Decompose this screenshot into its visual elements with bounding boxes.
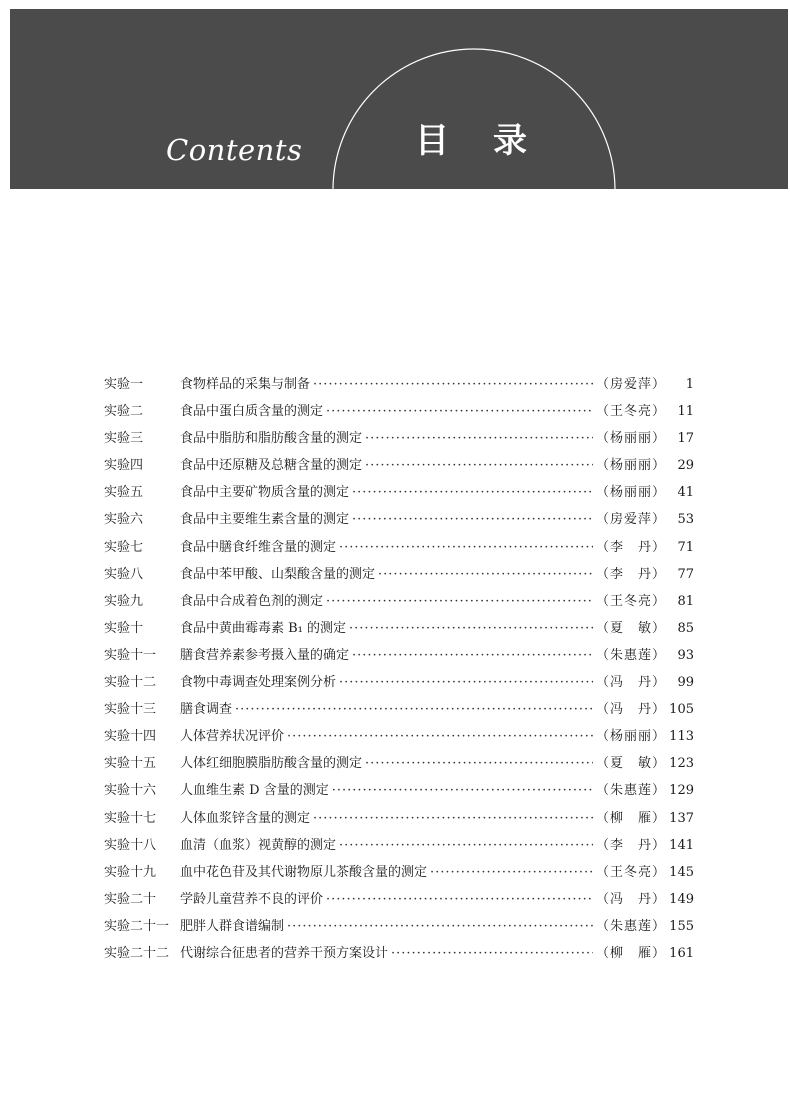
toc-entry-number: 实验十一 (104, 647, 157, 663)
toc-entry-title: 食品中苯甲酸、山梨酸含量的测定 (180, 566, 376, 582)
toc-entry-author: （王冬亮） (595, 404, 666, 420)
toc-entry[interactable] (104, 617, 694, 644)
toc-entry-title: 学龄儿童营养不良的评价 (180, 891, 324, 907)
toc-entry-title: 食品中合成着色剂的测定 (180, 593, 324, 609)
toc-entry[interactable] (104, 373, 694, 400)
toc-entry-author: （李 丹） (595, 566, 666, 582)
toc-entry-number: 实验四 (104, 458, 144, 474)
toc-leader-dots (313, 811, 593, 826)
toc-entry[interactable] (104, 807, 694, 834)
toc-entry-number: 实验十七 (104, 810, 157, 826)
toc-entry-page: 137 (669, 810, 694, 826)
toc-leader-dots (352, 512, 593, 527)
toc-entry-author: （王冬亮） (595, 864, 666, 880)
toc-entry-number: 实验二十二 (104, 945, 170, 961)
toc-entry[interactable] (104, 779, 694, 806)
toc-entry-author: （杨丽丽） (595, 431, 666, 447)
toc-entry-page: 41 (677, 485, 694, 501)
toc-entry-title: 人体血浆锌含量的测定 (180, 810, 311, 826)
toc-entry-page: 71 (677, 539, 694, 555)
toc-leader-dots (378, 567, 593, 582)
toc-entry-number: 实验三 (104, 431, 144, 447)
toc-entry[interactable] (104, 644, 694, 671)
toc-entry-author: （柳 雁） (595, 945, 666, 961)
toc-entry-number: 实验十五 (104, 756, 157, 772)
toc-entry-author: （李 丹） (595, 539, 666, 555)
toc-entry-title: 食品中主要矿物质含量的测定 (180, 485, 350, 501)
toc-entry-page: 129 (669, 783, 694, 799)
toc-entry-number: 实验二 (104, 404, 144, 420)
toc-entry-author: （朱惠莲） (595, 918, 666, 934)
toc-entry[interactable] (104, 752, 694, 779)
contents-title-en: Contents (166, 133, 303, 167)
decorative-arc (10, 9, 788, 189)
toc-entry-title: 食品中主要维生素含量的测定 (180, 512, 350, 528)
toc-entry-title: 人血维生素 D 含量的测定 (180, 783, 329, 799)
header-banner (10, 9, 788, 189)
toc-entry-page: 113 (669, 729, 694, 745)
toc-entry-author: （王冬亮） (595, 593, 666, 609)
toc-entry-number: 实验五 (104, 485, 144, 501)
toc-entry-page: 29 (677, 458, 694, 474)
toc-entry-title: 食品中黄曲霉毒素 B₁ 的测定 (180, 620, 347, 636)
toc-entry-title: 血清（血浆）视黄醇的测定 (180, 837, 337, 853)
toc-entry-title: 膳食营养素参考摄入量的确定 (180, 647, 350, 663)
toc-entry-author: （房爱萍） (595, 512, 666, 528)
toc-entry-author: （朱惠莲） (595, 647, 666, 663)
toc-entry[interactable] (104, 481, 694, 508)
toc-entry-number: 实验十二 (104, 675, 157, 691)
toc-entry-page: 53 (677, 512, 694, 528)
toc-entry-page: 155 (669, 918, 694, 934)
toc-entry-number: 实验十四 (104, 729, 157, 745)
toc-entry-title: 食物中毒调查处理案例分析 (180, 675, 337, 691)
toc-leader-dots (339, 838, 593, 853)
toc-entry[interactable] (104, 508, 694, 535)
toc-entry[interactable] (104, 725, 694, 752)
toc-entry-number: 实验十三 (104, 702, 157, 718)
toc-leader-dots (339, 675, 593, 690)
toc-entry-number: 实验七 (104, 539, 144, 555)
toc-leader-dots (332, 783, 593, 798)
table-of-contents (104, 373, 694, 969)
toc-entry-title: 人体营养状况评价 (180, 729, 285, 745)
toc-entry-page: 105 (669, 702, 694, 718)
toc-entry[interactable] (104, 427, 694, 454)
toc-entry[interactable] (104, 942, 694, 969)
toc-entry-title: 食品中脂肪和脂肪酸含量的测定 (180, 431, 363, 447)
toc-entry-number: 实验二十一 (104, 918, 170, 934)
toc-entry-author: （冯 丹） (595, 675, 666, 691)
toc-entry-page: 93 (677, 647, 694, 663)
toc-entry[interactable] (104, 536, 694, 563)
toc-entry-page: 149 (669, 891, 694, 907)
toc-entry-page: 1 (685, 377, 694, 392)
toc-leader-dots (352, 485, 593, 500)
toc-entry-author: （柳 雁） (595, 810, 666, 826)
toc-entry-page: 81 (677, 593, 694, 609)
toc-entry[interactable] (104, 861, 694, 888)
contents-title-zh: 目录 (415, 121, 571, 161)
toc-entry-author: （夏 敏） (595, 756, 666, 772)
toc-leader-dots (391, 946, 593, 961)
toc-entry-author: （杨丽丽） (595, 485, 666, 501)
toc-entry[interactable] (104, 915, 694, 942)
toc-entry-page: 17 (677, 431, 694, 447)
toc-entry-number: 实验十八 (104, 837, 157, 853)
toc-entry-number: 实验十六 (104, 783, 157, 799)
toc-entry-author: （房爱萍） (595, 377, 666, 392)
toc-entry[interactable] (104, 671, 694, 698)
toc-entry-title: 食品中蛋白质含量的测定 (180, 404, 324, 420)
toc-leader-dots (326, 594, 593, 609)
toc-entry-page: 161 (669, 945, 694, 961)
toc-leader-dots (365, 431, 593, 446)
toc-leader-dots (430, 865, 593, 880)
toc-entry-title: 食品中膳食纤维含量的测定 (180, 539, 337, 555)
toc-entry[interactable] (104, 888, 694, 915)
toc-entry[interactable] (104, 454, 694, 481)
toc-entry-author: （夏 敏） (595, 620, 666, 636)
toc-entry-number: 实验六 (104, 512, 144, 528)
toc-entry-page: 11 (677, 404, 694, 420)
toc-entry[interactable] (104, 563, 694, 590)
toc-entry-title: 代谢综合征患者的营养干预方案设计 (180, 945, 389, 961)
toc-entry-title: 食品中还原糖及总糖含量的测定 (180, 458, 363, 474)
toc-leader-dots (235, 702, 593, 717)
toc-entry[interactable] (104, 698, 694, 725)
toc-entry-page: 99 (677, 675, 694, 691)
toc-entry-title: 肥胖人群食谱编制 (180, 918, 285, 934)
toc-entry-title: 人体红细胞膜脂肪酸含量的测定 (180, 756, 363, 772)
toc-entry-number: 实验九 (104, 593, 144, 609)
toc-entry-author: （冯 丹） (595, 891, 666, 907)
toc-leader-dots (326, 404, 593, 419)
toc-entry-page: 141 (669, 837, 694, 853)
toc-entry-number: 实验十九 (104, 864, 157, 880)
toc-entry-author: （杨丽丽） (595, 729, 666, 745)
toc-entry-number: 实验八 (104, 566, 144, 582)
toc-entry-title: 膳食调查 (180, 702, 233, 718)
toc-leader-dots (287, 919, 593, 934)
toc-entry-page: 77 (677, 566, 694, 582)
toc-entry-title: 食物样品的采集与制备 (180, 377, 311, 392)
toc-leader-dots (313, 377, 593, 392)
toc-leader-dots (352, 648, 593, 663)
toc-entry-author: （朱惠莲） (595, 783, 666, 799)
toc-entry-number: 实验十 (104, 620, 144, 636)
toc-entry-number: 实验一 (104, 377, 144, 392)
toc-entry-author: （冯 丹） (595, 702, 666, 718)
toc-leader-dots (339, 540, 593, 555)
toc-entry[interactable] (104, 590, 694, 617)
toc-entry[interactable] (104, 400, 694, 427)
toc-entry[interactable] (104, 834, 694, 861)
toc-leader-dots (365, 458, 593, 473)
toc-entry-title: 血中花色苷及其代谢物原儿茶酸含量的测定 (180, 864, 428, 880)
toc-leader-dots (326, 892, 593, 907)
toc-entry-page: 123 (669, 756, 694, 772)
toc-entry-author: （杨丽丽） (595, 458, 666, 474)
toc-leader-dots (287, 729, 593, 744)
toc-leader-dots (365, 756, 593, 771)
toc-leader-dots (349, 621, 593, 636)
toc-entry-page: 145 (669, 864, 694, 880)
toc-entry-author: （李 丹） (595, 837, 666, 853)
toc-entry-number: 实验二十 (104, 891, 157, 907)
toc-entry-page: 85 (677, 620, 694, 636)
